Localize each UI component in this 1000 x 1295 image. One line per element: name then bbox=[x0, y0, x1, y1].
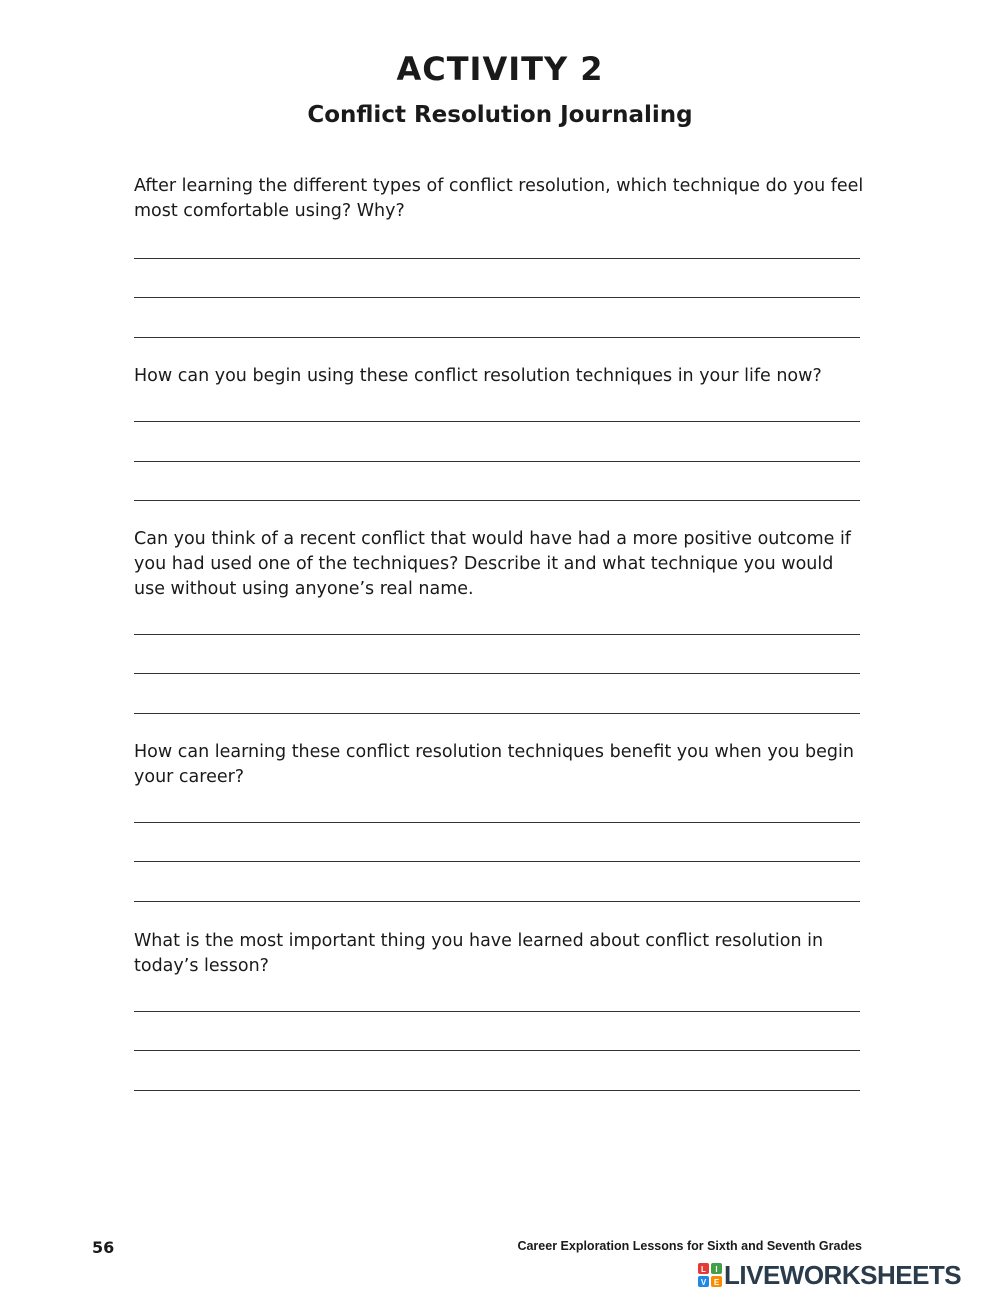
answer-line-5-2[interactable] bbox=[134, 1050, 860, 1051]
answer-line-4-2[interactable] bbox=[134, 861, 860, 862]
answer-line-2-2[interactable] bbox=[134, 461, 860, 462]
page-number: 56 bbox=[92, 1238, 115, 1257]
answer-line-1-1[interactable] bbox=[134, 258, 860, 259]
question-5: What is the most important thing you have learned about conflict resolution in today’s lesson? bbox=[134, 931, 824, 976]
answer-line-1-3[interactable] bbox=[134, 337, 860, 338]
book-title: Career Exploration Lessons for Sixth and Seventh Grades bbox=[517, 1239, 862, 1253]
answer-line-3-3[interactable] bbox=[134, 713, 860, 714]
svg-text:I: I bbox=[715, 1265, 718, 1274]
liveworksheets-watermark[interactable] bbox=[698, 1261, 961, 1289]
activity-subtitle: Conflict Resolution Journaling bbox=[307, 102, 693, 128]
answer-line-2-1[interactable] bbox=[134, 421, 860, 422]
svg-text:L: L bbox=[701, 1265, 706, 1274]
answer-line-4-3[interactable] bbox=[134, 901, 860, 902]
activity-title: ACTIVITY 2 bbox=[396, 50, 604, 88]
answer-line-5-1[interactable] bbox=[134, 1011, 860, 1012]
question-3: Can you think of a recent conflict that would have had a more positive outcome if you had used one of the techniques? Describe it and what technique you would use without using anyone’s real name. bbox=[134, 529, 851, 599]
answer-line-4-1[interactable] bbox=[134, 822, 860, 823]
answer-line-5-3[interactable] bbox=[134, 1090, 860, 1091]
svg-text:V: V bbox=[700, 1278, 707, 1287]
svg-text:E: E bbox=[713, 1278, 720, 1287]
question-4: How can learning these conflict resolution techniques benefit you when you begin your career? bbox=[134, 742, 854, 787]
answer-line-1-2[interactable] bbox=[134, 297, 860, 298]
question-2: How can you begin using these conflict resolution techniques in your life now? bbox=[134, 366, 822, 386]
answer-line-3-1[interactable] bbox=[134, 634, 860, 635]
answer-line-2-3[interactable] bbox=[134, 500, 860, 501]
liveworksheets-text: LIVEWORKSHEETS bbox=[724, 1259, 962, 1290]
liveworksheets-logo-icon bbox=[698, 1263, 722, 1287]
question-1: After learning the different types of conflict resolution, which technique do you feel most comfortable using? Why? bbox=[134, 176, 864, 221]
answer-line-3-2[interactable] bbox=[134, 673, 860, 674]
